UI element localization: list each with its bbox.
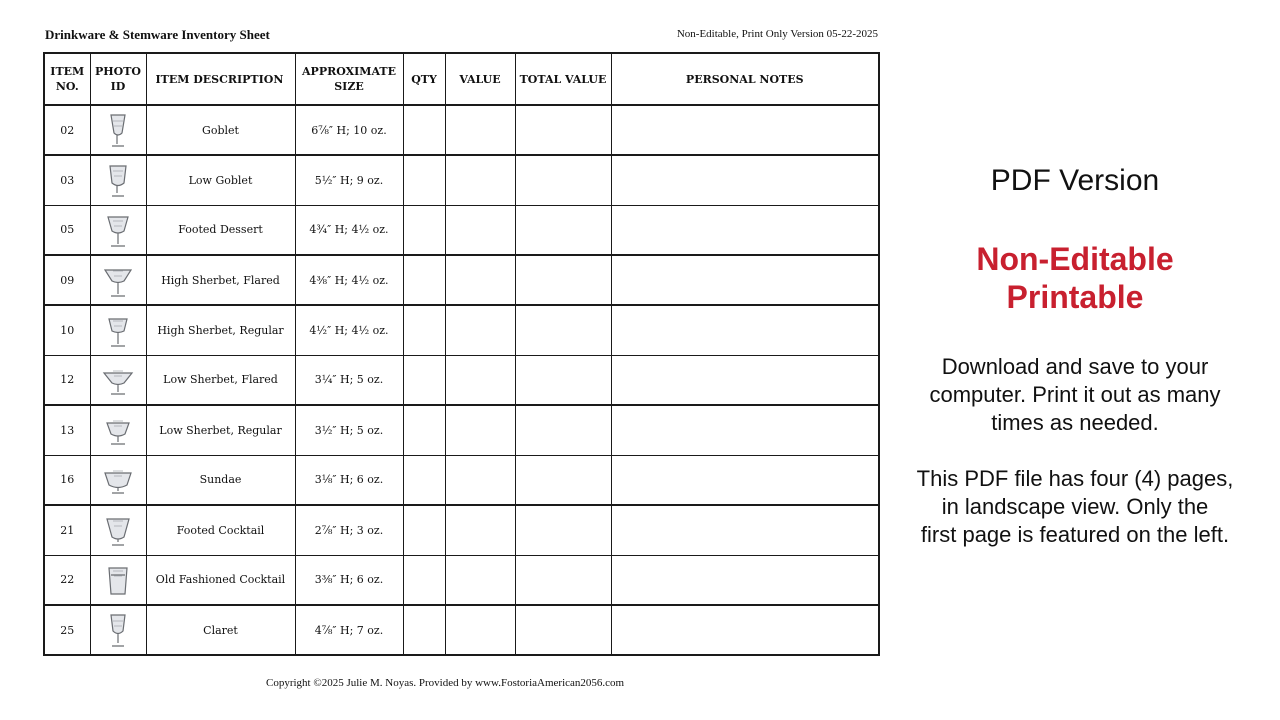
col-item-no: ITEM NO. [44,53,90,105]
photo-cell [90,155,146,205]
table-row [44,305,879,355]
pdf-version-heading: PDF Version [990,164,1160,197]
item-size: 5½″ H; 9 oz. [295,155,403,205]
total-value-cell[interactable] [515,155,611,205]
personal-notes-cell[interactable] [611,405,879,455]
table-row [44,505,879,555]
low-goblet-photo [102,161,134,199]
personal-notes-cell[interactable] [611,455,879,505]
total-value-cell[interactable] [515,505,611,555]
non-editable-label: Non-Editable Printable [976,241,1174,315]
total-value-cell[interactable] [515,355,611,405]
total-value-cell[interactable] [515,105,611,155]
photo-cell [90,455,146,505]
item-size: 3⅜″ H; 6 oz. [295,555,403,605]
item-description: Footed Cocktail [146,505,295,555]
total-value-cell[interactable] [515,255,611,305]
item-size: 4⅜″ H; 4½ oz. [295,255,403,305]
value-cell[interactable] [445,505,515,555]
col-size: APPROXIMATE SIZE [295,53,403,105]
value-cell[interactable] [445,605,515,655]
photo-cell [90,405,146,455]
value-cell[interactable] [445,255,515,305]
personal-notes-cell[interactable] [611,605,879,655]
col-description: ITEM DESCRIPTION [146,53,295,105]
col-total-value: TOTAL VALUE [515,53,611,105]
col-value: VALUE [445,53,515,105]
personal-notes-cell[interactable] [611,355,879,405]
table-row [44,405,879,455]
version-label: Non-Editable, Print Only Version 05-22-2025 [676,28,878,40]
item-description: Low Sherbet, Flared [146,355,295,405]
photo-cell [90,605,146,655]
table-row [44,455,879,505]
item-number: 09 [44,255,90,305]
item-size: 4½″ H; 4½ oz. [295,305,403,355]
item-description: Low Sherbet, Regular [146,405,295,455]
personal-notes-cell[interactable] [611,155,879,205]
personal-notes-cell[interactable] [611,305,879,355]
table-row [44,205,879,255]
footed-cocktail-photo [102,511,134,549]
item-description: High Sherbet, Regular [146,305,295,355]
item-description: Sundae [146,455,295,505]
qty-cell[interactable] [403,255,445,305]
item-description: Goblet [146,105,295,155]
total-value-cell[interactable] [515,205,611,255]
total-value-cell[interactable] [515,305,611,355]
qty-cell[interactable] [403,555,445,605]
table-row [44,105,879,155]
photo-cell [90,255,146,305]
photo-cell [90,555,146,605]
table-row [44,605,879,655]
value-cell[interactable] [445,155,515,205]
photo-cell [90,105,146,155]
photo-cell [90,305,146,355]
value-cell[interactable] [445,105,515,155]
item-size: 3⅛″ H; 6 oz. [295,455,403,505]
item-number: 02 [44,105,90,155]
photo-cell [90,355,146,405]
item-number: 10 [44,305,90,355]
item-description: Claret [146,605,295,655]
value-cell[interactable] [445,555,515,605]
footed-dessert-photo [102,211,134,249]
personal-notes-cell[interactable] [611,255,879,305]
col-personal-notes: PERSONAL NOTES [611,53,879,105]
item-number: 05 [44,205,90,255]
photo-cell [90,205,146,255]
item-description: Footed Dessert [146,205,295,255]
old-fashioned-cocktail-photo [102,561,134,599]
value-cell[interactable] [445,405,515,455]
item-number: 03 [44,155,90,205]
copyright: Copyright ©2025 Julie M. Noyas. Provided by www.FostoriaAmerican2056.com [266,677,625,689]
item-description: Low Goblet [146,155,295,205]
qty-cell[interactable] [403,605,445,655]
table-header-row [44,53,879,105]
qty-cell[interactable] [403,155,445,205]
qty-cell[interactable] [403,505,445,555]
sheet-title: Drinkware & Stemware Inventory Sheet [45,27,270,42]
sundae-photo [102,461,134,499]
value-cell[interactable] [445,455,515,505]
col-photo-id: PHOTO ID [90,53,146,105]
qty-cell[interactable] [403,355,445,405]
qty-cell[interactable] [403,205,445,255]
table-row [44,155,879,205]
low-sherbet-regular-photo [102,411,134,449]
item-description: High Sherbet, Flared [146,255,295,305]
item-size: 3½″ H; 5 oz. [295,405,403,455]
high-sherbet-regular-photo [102,311,134,349]
item-number: 16 [44,455,90,505]
download-instructions: Download and save to your computer. Print it out as many times as needed. [929,354,1221,435]
total-value-cell[interactable] [515,555,611,605]
qty-cell[interactable] [403,105,445,155]
item-number: 22 [44,555,90,605]
personal-notes-cell[interactable] [611,205,879,255]
col-qty: QTY [403,53,445,105]
personal-notes-cell[interactable] [611,105,879,155]
personal-notes-cell[interactable] [611,555,879,605]
item-size: 2⅞″ H; 3 oz. [295,505,403,555]
item-size: 4⅞″ H; 7 oz. [295,605,403,655]
personal-notes-cell[interactable] [611,505,879,555]
table-row [44,355,879,405]
value-cell[interactable] [445,355,515,405]
goblet-photo [102,111,134,149]
high-sherbet-flared-photo [102,261,134,299]
table-row [44,255,879,305]
item-size: 3¼″ H; 5 oz. [295,355,403,405]
total-value-cell[interactable] [515,455,611,505]
inventory-table [43,52,880,656]
photo-cell [90,505,146,555]
low-sherbet-flared-photo [102,361,134,399]
item-description: Old Fashioned Cocktail [146,555,295,605]
value-cell[interactable] [445,205,515,255]
qty-cell[interactable] [403,455,445,505]
claret-photo [102,611,134,649]
item-number: 13 [44,405,90,455]
total-value-cell[interactable] [515,405,611,455]
table-row [44,555,879,605]
value-cell[interactable] [445,305,515,355]
pdf-description: This PDF file has four (4) pages, in landscape view. Only the first page is featured on the left. [916,466,1234,547]
qty-cell[interactable] [403,405,445,455]
total-value-cell[interactable] [515,605,611,655]
item-size: 4¾″ H; 4½ oz. [295,205,403,255]
item-number: 12 [44,355,90,405]
qty-cell[interactable] [403,305,445,355]
item-size: 6⅞″ H; 10 oz. [295,105,403,155]
item-number: 25 [44,605,90,655]
item-number: 21 [44,505,90,555]
